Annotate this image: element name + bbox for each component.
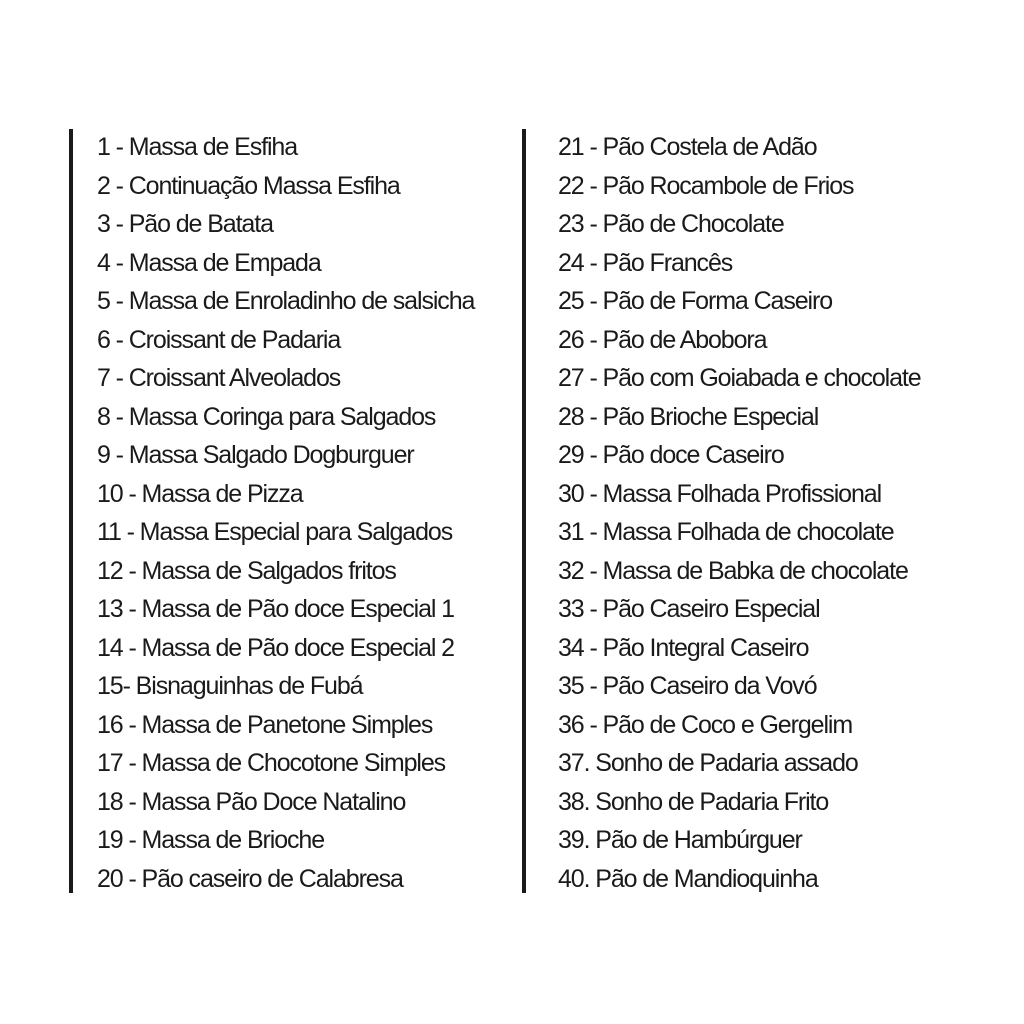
list-item: 34 - Pão Integral Caseiro (558, 633, 809, 662)
list-item: 37. Sonho de Padaria assado (558, 749, 858, 777)
list-item: 39. Pão de Hambúrguer (558, 826, 802, 854)
left-column (69, 129, 509, 893)
list-item: 29 - Pão doce Caseiro (558, 441, 784, 469)
list-item: 10 - Massa de Pizza (97, 479, 303, 508)
list-item: 11 - Massa Especial para Salgados (97, 518, 453, 546)
list-item: 28 - Pão Brioche Especial (558, 402, 819, 431)
list-item: 40. Pão de Mandioquinha (558, 864, 818, 893)
list-item: 9 - Massa Salgado Dogburguer (97, 441, 414, 469)
list-item: 2 - Continuação Massa Esfiha (97, 171, 400, 200)
list-item: 8 - Massa Coringa para Salgados (97, 402, 436, 431)
list-item: 23 - Pão de Chocolate (558, 210, 784, 238)
list-item: 13 - Massa de Pão doce Especial 1 (97, 595, 454, 623)
list-item: 25 - Pão de Forma Caseiro (558, 287, 833, 315)
list-item: 17 - Massa de Chocotone Simples (97, 749, 446, 777)
list-item: 24 - Pão Francês (558, 248, 733, 277)
recipe-list-right (558, 129, 921, 898)
list-item: 35 - Pão Caseiro da Vovó (558, 672, 817, 700)
list-item: 36 - Pão de Coco e Gergelim (558, 710, 853, 739)
list-item: 21 - Pão Costela de Adão (558, 133, 817, 161)
list-item: 12 - Massa de Salgados fritos (97, 556, 396, 585)
list-item: 32 - Massa de Babka de chocolate (558, 556, 908, 585)
list-item: 6 - Croissant de Padaria (97, 325, 341, 354)
list-item: 4 - Massa de Empada (97, 248, 321, 277)
list-item: 27 - Pão com Goiabada e chocolate (558, 364, 921, 392)
list-item: 3 - Pão de Batata (97, 210, 273, 238)
list-item: 30 - Massa Folhada Profissional (558, 479, 882, 508)
list-item: 7 - Croissant Alveolados (97, 364, 341, 392)
list-item: 38. Sonho de Padaria Frito (558, 787, 829, 816)
list-item: 22 - Pão Rocambole de Frios (558, 171, 854, 200)
list-item: 26 - Pão de Abobora (558, 325, 767, 354)
list-item: 18 - Massa Pão Doce Natalino (97, 787, 406, 816)
list-item: 14 - Massa de Pão doce Especial 2 (97, 633, 454, 662)
list-item: 16 - Massa de Panetone Simples (97, 710, 433, 739)
list-item: 33 - Pão Caseiro Especial (558, 595, 820, 623)
list-item: 15- Bisnaguinhas de Fubá (97, 672, 363, 700)
list-item: 5 - Massa de Enroladinho de salsicha (97, 287, 475, 315)
recipe-list-left (97, 129, 474, 898)
list-item: 20 - Pão caseiro de Calabresa (97, 864, 403, 893)
list-item: 19 - Massa de Brioche (97, 826, 325, 854)
right-column (522, 129, 1002, 893)
list-item: 1 - Massa de Esfiha (97, 133, 298, 161)
list-item: 31 - Massa Folhada de chocolate (558, 518, 894, 546)
